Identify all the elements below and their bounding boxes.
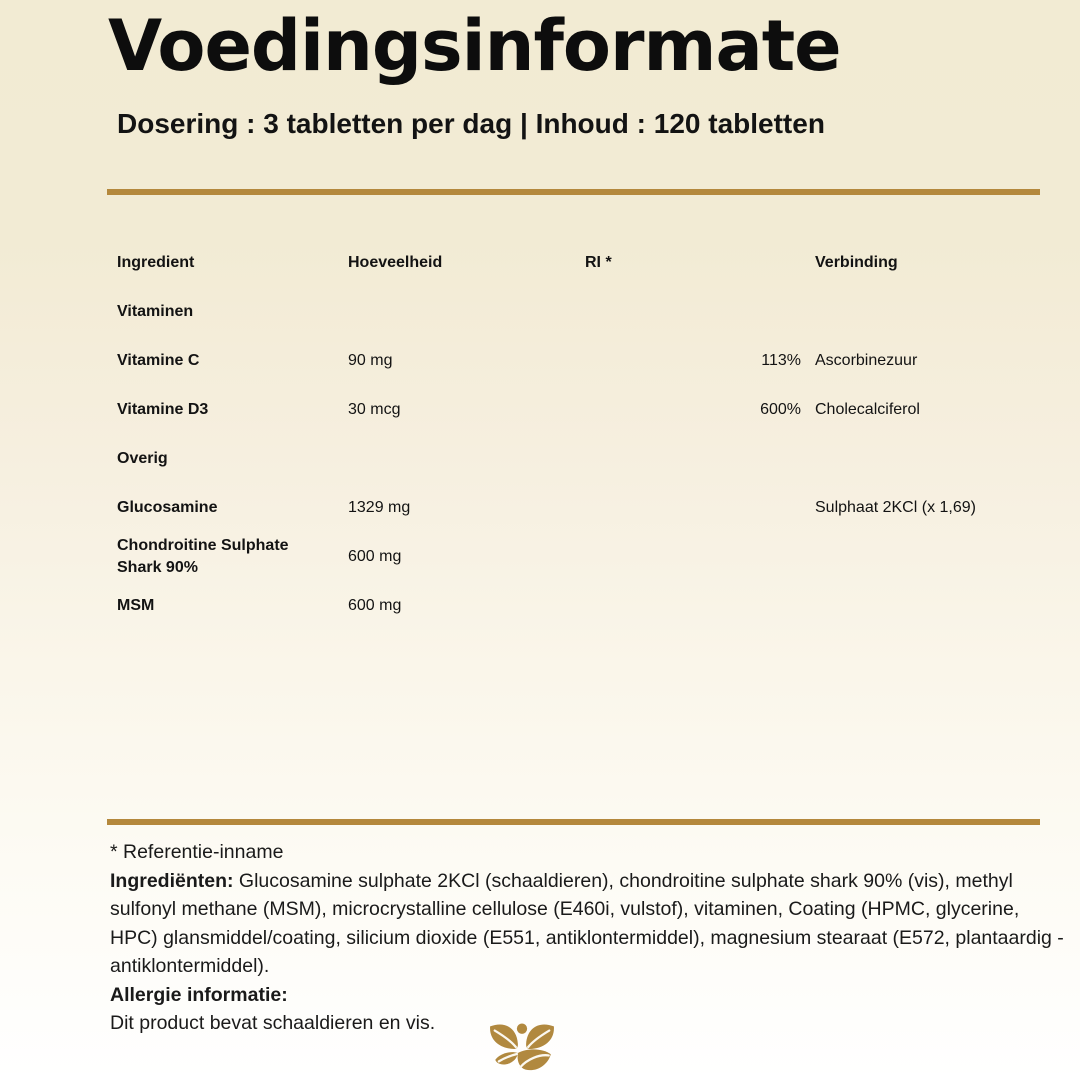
botanical-leaf-logo-icon <box>486 1022 558 1072</box>
table-row <box>117 532 1040 581</box>
header-amount: Hoeveelheid <box>348 253 443 271</box>
table-row-section <box>117 287 1040 336</box>
ingredient-amount: 600 mg <box>348 596 402 614</box>
ingredient-name: Glucosamine <box>117 498 218 516</box>
table-row <box>117 581 1040 630</box>
allergy-label: Allergie informatie: <box>110 983 288 1006</box>
section-label: Vitaminen <box>117 302 194 320</box>
ingredient-amount: 600 mg <box>348 547 402 565</box>
ingredient-amount: 1329 mg <box>348 498 411 516</box>
allergy-text: Dit product bevat schaaldieren en vis. <box>110 1012 436 1034</box>
ingredient-name: Vitamine C <box>117 351 200 369</box>
top-divider <box>107 189 1040 195</box>
ingredient-name: Chondroitine Sulphate Shark 90% <box>117 536 289 576</box>
dosage-subtitle: Dosering : 3 tabletten per dag | Inhoud : 120 tabletten <box>117 108 825 139</box>
ingredients-label: Ingrediënten: <box>110 869 234 892</box>
ingredient-compound: Sulphaat 2KCl (x 1,69) <box>815 498 976 516</box>
page-title: Voedingsinformate <box>108 5 841 87</box>
table-row <box>117 483 1040 532</box>
table-row-section <box>117 434 1040 483</box>
header-ingredient: Ingredient <box>117 253 195 271</box>
header-compound: Verbinding <box>815 253 898 271</box>
reference-intake-note: * Referentie-inname <box>110 841 284 863</box>
ingredient-amount: 30 mcg <box>348 400 401 418</box>
table-header-row <box>117 238 1040 287</box>
ingredient-compound: Ascorbinezuur <box>815 351 918 369</box>
nutrition-table <box>117 238 1040 630</box>
bottom-divider <box>107 819 1040 825</box>
ingredient-name: MSM <box>117 596 155 614</box>
table-row <box>117 336 1040 385</box>
ingredient-name: Vitamine D3 <box>117 400 209 418</box>
ingredients-text: Glucosamine sulphate 2KCl (schaaldieren), chondroitine sulphate shark 90% (vis), methyl sulfonyl methane (MSM), microcrystalline cellulose (E460i, vulstof), vitaminen, Coating (HPMC, glycerine, HPC) glansmiddel/coating, silicium dioxide (E551, antiklontermiddel), magnesium stearaat (E572, plantaardig - antiklontermiddel). <box>110 869 1064 977</box>
ingredient-amount: 90 mg <box>348 351 393 369</box>
section-label: Overig <box>117 449 168 467</box>
ingredient-ri: 600% <box>760 400 801 418</box>
footnotes <box>110 838 1068 1038</box>
ingredients-paragraph <box>110 867 1068 981</box>
ingredient-compound: Cholecalciferol <box>815 400 920 418</box>
table-row <box>117 385 1040 434</box>
header-ri: RI * <box>585 253 612 271</box>
ingredient-ri: 113% <box>761 351 801 369</box>
